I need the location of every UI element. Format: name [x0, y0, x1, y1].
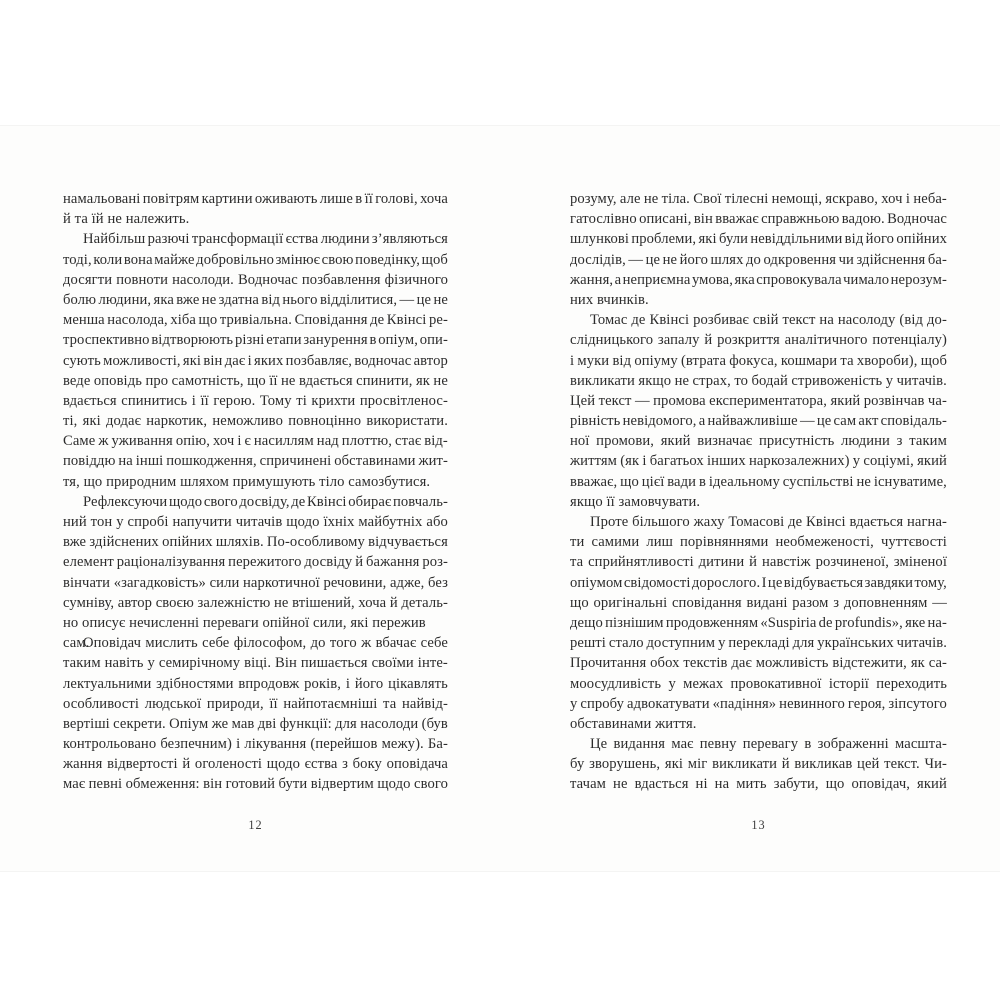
paragraph: [570, 189, 947, 310]
text-line: та сприйнятливості дитини й навстіж розчиненої, зміненої: [570, 554, 947, 571]
text-line: контрольовано безпечним) і лікування (перейшов межу). Ба-: [63, 736, 448, 753]
text-line: Рефлексуючи щодо свого досвіду, де Квінсі обирає повчаль-: [83, 493, 448, 510]
text-line: й та їй не належить.: [63, 211, 190, 228]
text-line: слідницького запалу й розкриття аналітичного потенціалу): [570, 332, 947, 349]
text-line: тя, що природним шляхом примушують тіло самозбутися.: [63, 473, 431, 490]
text-line: життям (як і багатьох інших наркозалежних) у соціумі, який: [570, 453, 947, 470]
paragraph: [63, 189, 448, 229]
text-line: троспективно відтворюють різні етапи занурення в опіум, опи-: [63, 332, 448, 349]
text-line: дослідів, — це не його шлях до одкровення чи здійснення ба-: [570, 251, 947, 268]
text-line: ти самими лиш порівняннями необмеженості, чуттєвості: [570, 534, 947, 551]
text-line: Цей текст — промова експериментатора, який розвінчав ча-: [570, 392, 947, 409]
paragraph: [570, 512, 947, 734]
page-number-left: 12: [248, 818, 263, 832]
text-line: досягти повноти насолоди. Водночас позбавлення фізичного: [63, 271, 448, 288]
paragraph: [570, 734, 947, 795]
text-line: у спробу адвокатувати «падіння» невинного героя, зіпсутого: [570, 695, 947, 712]
text-line: якщо її замовчувати.: [570, 493, 701, 510]
page-right-text-column: [570, 189, 947, 795]
text-line: тачам не вдасться ні на мить забути, що оповідач, який: [570, 776, 947, 793]
text-line: особливості людської природи, її найпотаємніші та найвід-: [63, 695, 448, 712]
page-left-text-column: [63, 189, 448, 795]
text-line: таким навіть у семирічному віці. Він пишається своїми інте-: [63, 655, 448, 672]
text-line: і муки від опіуму (втрата фокуса, кошмари та хвороби), щоб: [570, 352, 947, 369]
text-line: вже здійснених опійних шляхів. По-особливому відчувається: [63, 534, 448, 551]
text-line: розуму, але не тіла. Свої тілесні немощі, яскраво, хоч і неба-: [570, 191, 947, 207]
text-line: Це видання має певну перевагу в зображенні масшта-: [590, 736, 947, 753]
text-line: Найбільш разючі трансформації єства людини з’являються: [83, 231, 448, 248]
text-line: них вчинків.: [570, 291, 649, 308]
text-line: Прочитання обох текстів дає можливість відстежити, як са-: [570, 655, 947, 672]
paragraph: [63, 229, 448, 491]
text-line: Томас де Квінсі розбиває свій текст на насолоду (від до-: [590, 312, 947, 329]
text-line: менша насолода, хіба що тривіальна. Сповідання де Квінсі ре-: [63, 312, 448, 329]
text-line: вважає, що цієї вади в ідеальному суспільстві не існуватиме,: [570, 473, 947, 490]
text-line: жання, а неприємна умова, яка спровокувала чимало нерозум-: [570, 271, 947, 288]
text-line: гатослівно описані, він вважає справжньою вадою. Водночас: [570, 211, 947, 228]
text-line: обставинами життя.: [570, 715, 697, 732]
text-line: Саме ж уживання опію, хоч і є насиллям над плоттю, стає від-: [63, 433, 448, 450]
text-line: повіддю на інші пошкодження, спричинені обставинами жит-: [63, 453, 448, 470]
text-line: рівність невідомого, а найважливіше — це сам акт сповідаль-: [570, 413, 947, 430]
text-line: опіумом свідомості дорослого. І це відбувається завдяки тому,: [570, 574, 947, 591]
paragraph: [570, 310, 947, 512]
text-line: решті стало доступним у перекладі для українських читачів.: [570, 635, 947, 652]
text-line: намальовані повітрям картини оживають лише в її голові, хоча: [63, 191, 448, 207]
text-line: Оповідач мислить себе філософом, до того ж вбачає себе: [83, 635, 448, 652]
text-line: моосудливість у межах провокативної історії переходить: [570, 675, 947, 692]
text-line: ті, які додає наркотик, неможливо повноцінно використати.: [63, 413, 448, 430]
text-line: вдається спинитись і її герою. Тому ті крихти просвітленос-: [63, 392, 448, 409]
page-number-right: 13: [751, 818, 766, 832]
text-line: тоді, коли вона майже добровільно змінює свою поведінку, щоб: [63, 251, 448, 268]
text-line: веде оповідь про самотність, що її не вдається спинити, як не: [63, 372, 448, 389]
text-line: сують можливості, які він дає і яких позбавляє, водночас автор: [63, 352, 448, 369]
text-line: ної промови, який визначає присутність людини з таким: [570, 433, 947, 450]
page-text: [570, 189, 947, 795]
text-line: болю людини, яка вже не здатна від нього відділитися, — це не: [63, 291, 448, 308]
text-line: елемент раціоналізування пережитого досвіду й бажання роз-: [63, 554, 448, 571]
paragraph: [63, 633, 448, 795]
text-line: Проте більшого жаху Томасові де Квінсі вдається нагна-: [590, 514, 947, 530]
text-line: викликати якщо не страх, то бодай стривоженість у читачів.: [570, 372, 947, 389]
text-line: лектуальними здібностями впродовж років, і його цікавлять: [63, 675, 448, 692]
text-line: має певні обмеження: він готовий бути відвертим щодо свого: [63, 776, 448, 793]
text-line: жання відвертості й оголеності щодо єства з боку оповідача: [63, 756, 448, 773]
text-line: ний тон у спробі напучити читачів щодо їхніх майбутніх або: [63, 514, 448, 530]
text-line: но описує нечисленні переваги опійної сили, які пережив сам.: [63, 614, 426, 652]
text-line: дещо пізнішим продовженням «Suspiria de profundis», яке на-: [570, 614, 947, 631]
text-line: бу зворушень, які міг викликати й викликав цей текст. Чи-: [570, 756, 947, 773]
text-line: шлункові проблеми, які були невіддільними від його опійних: [570, 231, 947, 248]
text-line: вертіші секрети. Опіум же мав дві функції: для насолоди (був: [63, 715, 448, 732]
text-line: що оригінальні сповідання видані разом з доповненням —: [570, 594, 947, 611]
text-line: вінчати «загадковість» сили наркотичної речовини, адже, без: [63, 574, 448, 591]
text-line: сумніву, автор своєю залежністю не втішений, хоча й деталь-: [63, 594, 448, 611]
page-text: [63, 189, 448, 795]
